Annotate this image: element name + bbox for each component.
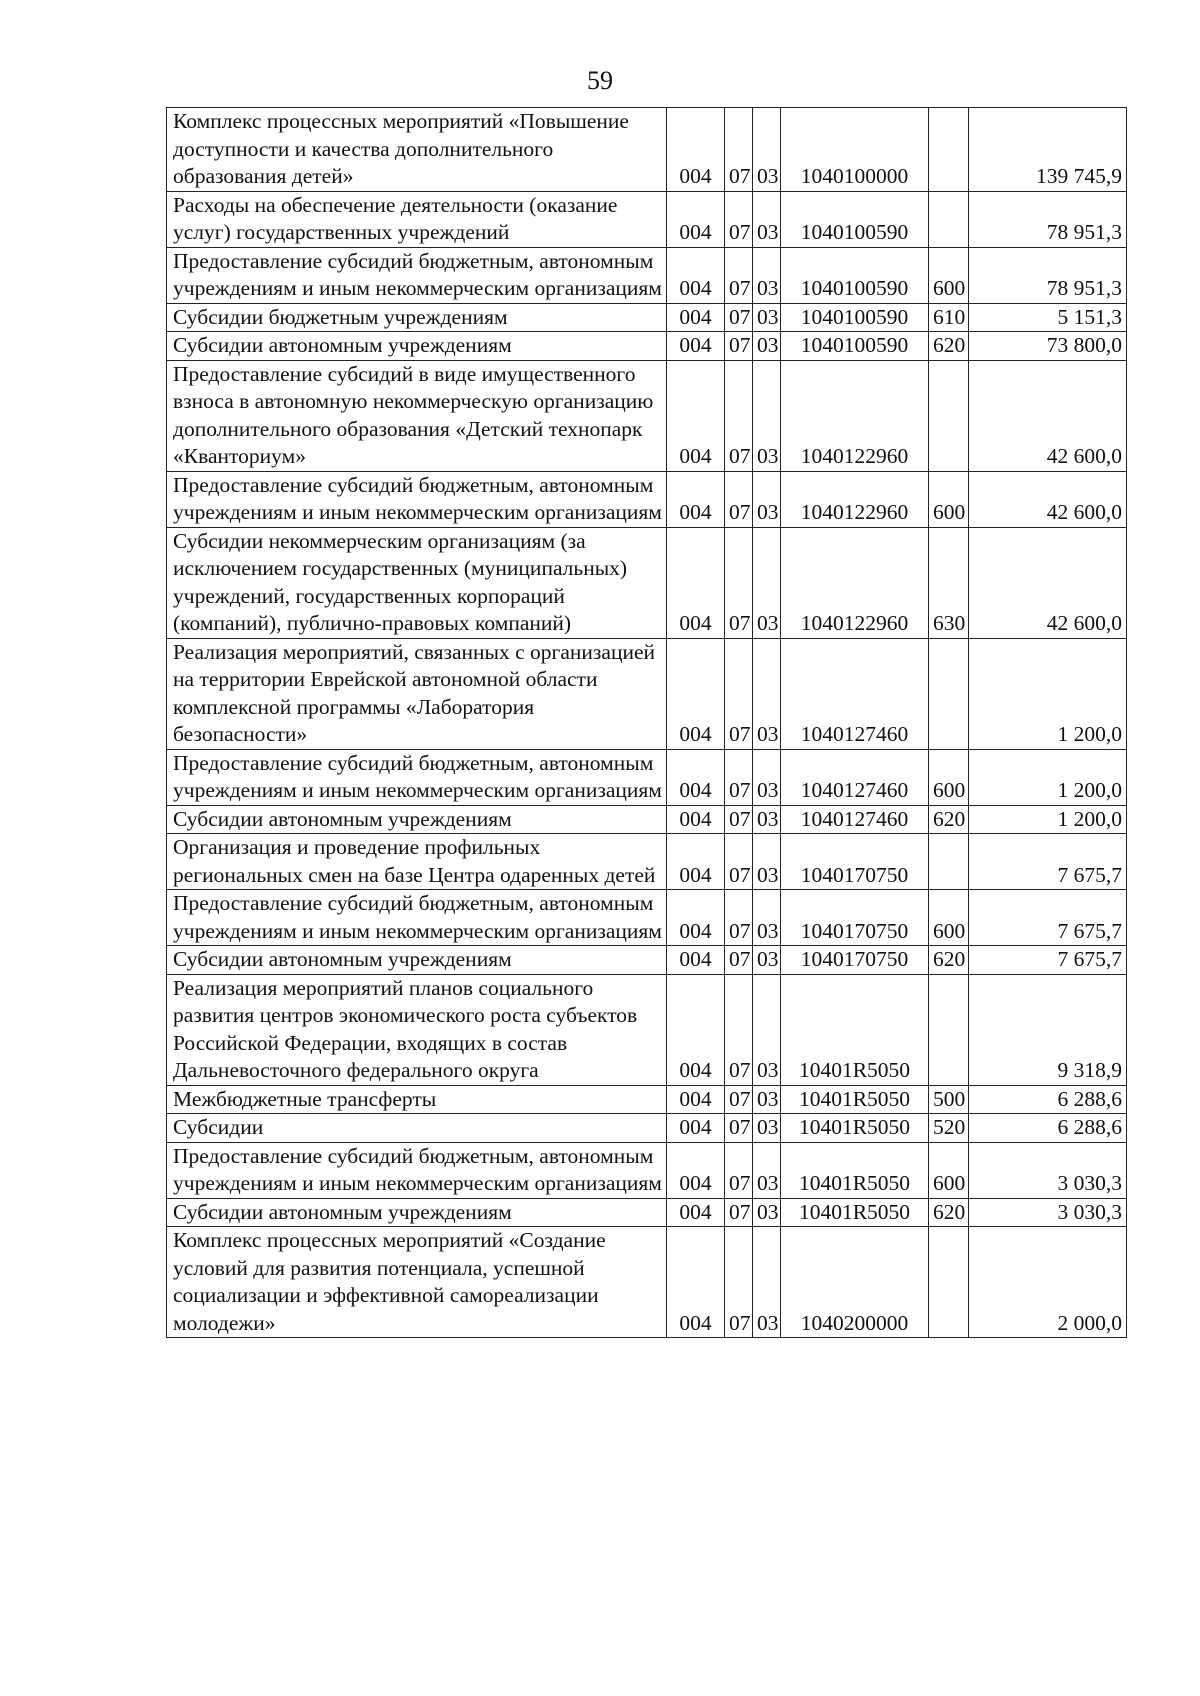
section-code: 07 [725, 1142, 753, 1198]
table-row [167, 1142, 1127, 1198]
subsection-code: 03 [753, 1114, 781, 1143]
expense-type-code: 620 [929, 332, 969, 361]
amount: 1 200,0 [969, 638, 1127, 749]
section-code: 07 [725, 332, 753, 361]
ministry-code: 004 [667, 834, 725, 890]
target-article-code: 10401R5050 [781, 1085, 929, 1114]
target-article-code: 1040200000 [781, 1227, 929, 1338]
expense-type-code [929, 1227, 969, 1338]
amount: 78 951,3 [969, 247, 1127, 303]
subsection-code: 03 [753, 834, 781, 890]
row-name: Межбюджетные трансферты [167, 1085, 667, 1114]
ministry-code: 004 [667, 332, 725, 361]
row-name: Субсидии некоммерческим организациям (за исключением государственных (муниципальных) учреждений, государственных корпораций (компаний), публично-правовых компаний) [167, 527, 667, 638]
ministry-code: 004 [667, 890, 725, 946]
row-name: Предоставление субсидий бюджетным, автономным учреждениям и иным некоммерческим организациям [167, 247, 667, 303]
subsection-code: 03 [753, 749, 781, 805]
row-name: Субсидии [167, 1114, 667, 1143]
ministry-code: 004 [667, 191, 725, 247]
expense-type-code [929, 108, 969, 192]
expense-type-code [929, 638, 969, 749]
ministry-code: 004 [667, 749, 725, 805]
table-row [167, 360, 1127, 471]
table-row [167, 332, 1127, 361]
section-code: 07 [725, 834, 753, 890]
target-article-code: 1040100000 [781, 108, 929, 192]
row-name: Субсидии автономным учреждениям [167, 805, 667, 834]
amount: 7 675,7 [969, 946, 1127, 975]
table-row [167, 638, 1127, 749]
subsection-code: 03 [753, 638, 781, 749]
subsection-code: 03 [753, 332, 781, 361]
expense-type-code: 620 [929, 1198, 969, 1227]
target-article-code: 10401R5050 [781, 1114, 929, 1143]
subsection-code: 03 [753, 1227, 781, 1338]
row-name: Субсидии автономным учреждениям [167, 946, 667, 975]
budget-table [166, 107, 1127, 1338]
table-row [167, 946, 1127, 975]
table-row [167, 1114, 1127, 1143]
row-name: Субсидии бюджетным учреждениям [167, 303, 667, 332]
subsection-code: 03 [753, 191, 781, 247]
subsection-code: 03 [753, 303, 781, 332]
target-article-code: 1040100590 [781, 332, 929, 361]
section-code: 07 [725, 471, 753, 527]
section-code: 07 [725, 974, 753, 1085]
amount: 9 318,9 [969, 974, 1127, 1085]
row-name: Комплекс процессных мероприятий «Повышение доступности и качества дополнительного образования детей» [167, 108, 667, 192]
row-name: Предоставление субсидий бюджетным, автономным учреждениям и иным некоммерческим организациям [167, 749, 667, 805]
section-code: 07 [725, 1227, 753, 1338]
amount: 139 745,9 [969, 108, 1127, 192]
table-row [167, 191, 1127, 247]
amount: 3 030,3 [969, 1198, 1127, 1227]
table-row [167, 1085, 1127, 1114]
expense-type-code [929, 834, 969, 890]
amount: 42 600,0 [969, 471, 1127, 527]
row-name: Комплекс процессных мероприятий «Создание условий для развития потенциала, успешной социализации и эффективной самореализации молодежи» [167, 1227, 667, 1338]
table-row [167, 471, 1127, 527]
amount: 42 600,0 [969, 360, 1127, 471]
amount: 1 200,0 [969, 805, 1127, 834]
section-code: 07 [725, 1198, 753, 1227]
row-name: Предоставление субсидий бюджетным, автономным учреждениям и иным некоммерческим организациям [167, 1142, 667, 1198]
target-article-code: 1040122960 [781, 360, 929, 471]
target-article-code: 1040100590 [781, 247, 929, 303]
expense-type-code: 610 [929, 303, 969, 332]
section-code: 07 [725, 1114, 753, 1143]
section-code: 07 [725, 108, 753, 192]
section-code: 07 [725, 527, 753, 638]
target-article-code: 1040122960 [781, 527, 929, 638]
target-article-code: 1040100590 [781, 303, 929, 332]
amount: 6 288,6 [969, 1085, 1127, 1114]
target-article-code: 1040122960 [781, 471, 929, 527]
target-article-code: 10401R5050 [781, 1142, 929, 1198]
subsection-code: 03 [753, 108, 781, 192]
amount: 73 800,0 [969, 332, 1127, 361]
subsection-code: 03 [753, 1198, 781, 1227]
ministry-code: 004 [667, 1142, 725, 1198]
section-code: 07 [725, 749, 753, 805]
table-row [167, 247, 1127, 303]
target-article-code: 10401R5050 [781, 1198, 929, 1227]
section-code: 07 [725, 946, 753, 975]
target-article-code: 1040170750 [781, 834, 929, 890]
budget-table-body [167, 108, 1127, 1338]
expense-type-code [929, 191, 969, 247]
row-name: Предоставление субсидий бюджетным, автономным учреждениям и иным некоммерческим организациям [167, 890, 667, 946]
expense-type-code [929, 360, 969, 471]
subsection-code: 03 [753, 974, 781, 1085]
table-row [167, 890, 1127, 946]
expense-type-code: 520 [929, 1114, 969, 1143]
section-code: 07 [725, 890, 753, 946]
amount: 7 675,7 [969, 890, 1127, 946]
ministry-code: 004 [667, 1085, 725, 1114]
subsection-code: 03 [753, 1085, 781, 1114]
page-number: 59 [587, 66, 613, 95]
ministry-code: 004 [667, 247, 725, 303]
ministry-code: 004 [667, 1198, 725, 1227]
target-article-code: 1040127460 [781, 805, 929, 834]
subsection-code: 03 [753, 360, 781, 471]
expense-type-code: 630 [929, 527, 969, 638]
ministry-code: 004 [667, 527, 725, 638]
expense-type-code: 600 [929, 471, 969, 527]
subsection-code: 03 [753, 1142, 781, 1198]
table-row [167, 108, 1127, 192]
ministry-code: 004 [667, 360, 725, 471]
section-code: 07 [725, 303, 753, 332]
subsection-code: 03 [753, 890, 781, 946]
section-code: 07 [725, 1085, 753, 1114]
target-article-code: 1040170750 [781, 890, 929, 946]
ministry-code: 004 [667, 108, 725, 192]
section-code: 07 [725, 360, 753, 471]
row-name: Реализация мероприятий планов социального развития центров экономического роста субъектов Российской Федерации, входящих в состав Дальневосточного федерального округа [167, 974, 667, 1085]
ministry-code: 004 [667, 303, 725, 332]
target-article-code: 1040127460 [781, 749, 929, 805]
expense-type-code: 600 [929, 890, 969, 946]
table-row [167, 527, 1127, 638]
target-article-code: 1040100590 [781, 191, 929, 247]
subsection-code: 03 [753, 471, 781, 527]
subsection-code: 03 [753, 946, 781, 975]
row-name: Предоставление субсидий бюджетным, автономным учреждениям и иным некоммерческим организациям [167, 471, 667, 527]
amount: 1 200,0 [969, 749, 1127, 805]
section-code: 07 [725, 191, 753, 247]
expense-type-code [929, 974, 969, 1085]
target-article-code: 10401R5050 [781, 974, 929, 1085]
target-article-code: 1040127460 [781, 638, 929, 749]
row-name: Реализация мероприятий, связанных с организацией на территории Еврейской автономной области комплексной программы «Лаборатория безопасности» [167, 638, 667, 749]
expense-type-code: 600 [929, 247, 969, 303]
row-name: Субсидии автономным учреждениям [167, 332, 667, 361]
amount: 7 675,7 [969, 834, 1127, 890]
table-row [167, 834, 1127, 890]
table-row [167, 805, 1127, 834]
ministry-code: 004 [667, 471, 725, 527]
expense-type-code: 620 [929, 946, 969, 975]
ministry-code: 004 [667, 1227, 725, 1338]
section-code: 07 [725, 805, 753, 834]
amount: 2 000,0 [969, 1227, 1127, 1338]
row-name: Субсидии автономным учреждениям [167, 1198, 667, 1227]
ministry-code: 004 [667, 974, 725, 1085]
row-name: Расходы на обеспечение деятельности (оказание услуг) государственных учреждений [167, 191, 667, 247]
expense-type-code: 600 [929, 749, 969, 805]
target-article-code: 1040170750 [781, 946, 929, 975]
table-row [167, 1198, 1127, 1227]
section-code: 07 [725, 638, 753, 749]
subsection-code: 03 [753, 527, 781, 638]
ministry-code: 004 [667, 638, 725, 749]
expense-type-code: 600 [929, 1142, 969, 1198]
table-row [167, 303, 1127, 332]
ministry-code: 004 [667, 805, 725, 834]
expense-type-code: 620 [929, 805, 969, 834]
table-row [167, 749, 1127, 805]
amount: 5 151,3 [969, 303, 1127, 332]
subsection-code: 03 [753, 247, 781, 303]
row-name: Организация и проведение профильных региональных смен на базе Центра одаренных детей [167, 834, 667, 890]
table-row [167, 974, 1127, 1085]
table-row [167, 1227, 1127, 1338]
expense-type-code: 500 [929, 1085, 969, 1114]
amount: 3 030,3 [969, 1142, 1127, 1198]
row-name: Предоставление субсидий в виде имущественного взноса в автономную некоммерческую организацию дополнительного образования «Детский технопарк «Кванториум» [167, 360, 667, 471]
subsection-code: 03 [753, 805, 781, 834]
amount: 42 600,0 [969, 527, 1127, 638]
ministry-code: 004 [667, 946, 725, 975]
amount: 78 951,3 [969, 191, 1127, 247]
amount: 6 288,6 [969, 1114, 1127, 1143]
ministry-code: 004 [667, 1114, 725, 1143]
section-code: 07 [725, 247, 753, 303]
